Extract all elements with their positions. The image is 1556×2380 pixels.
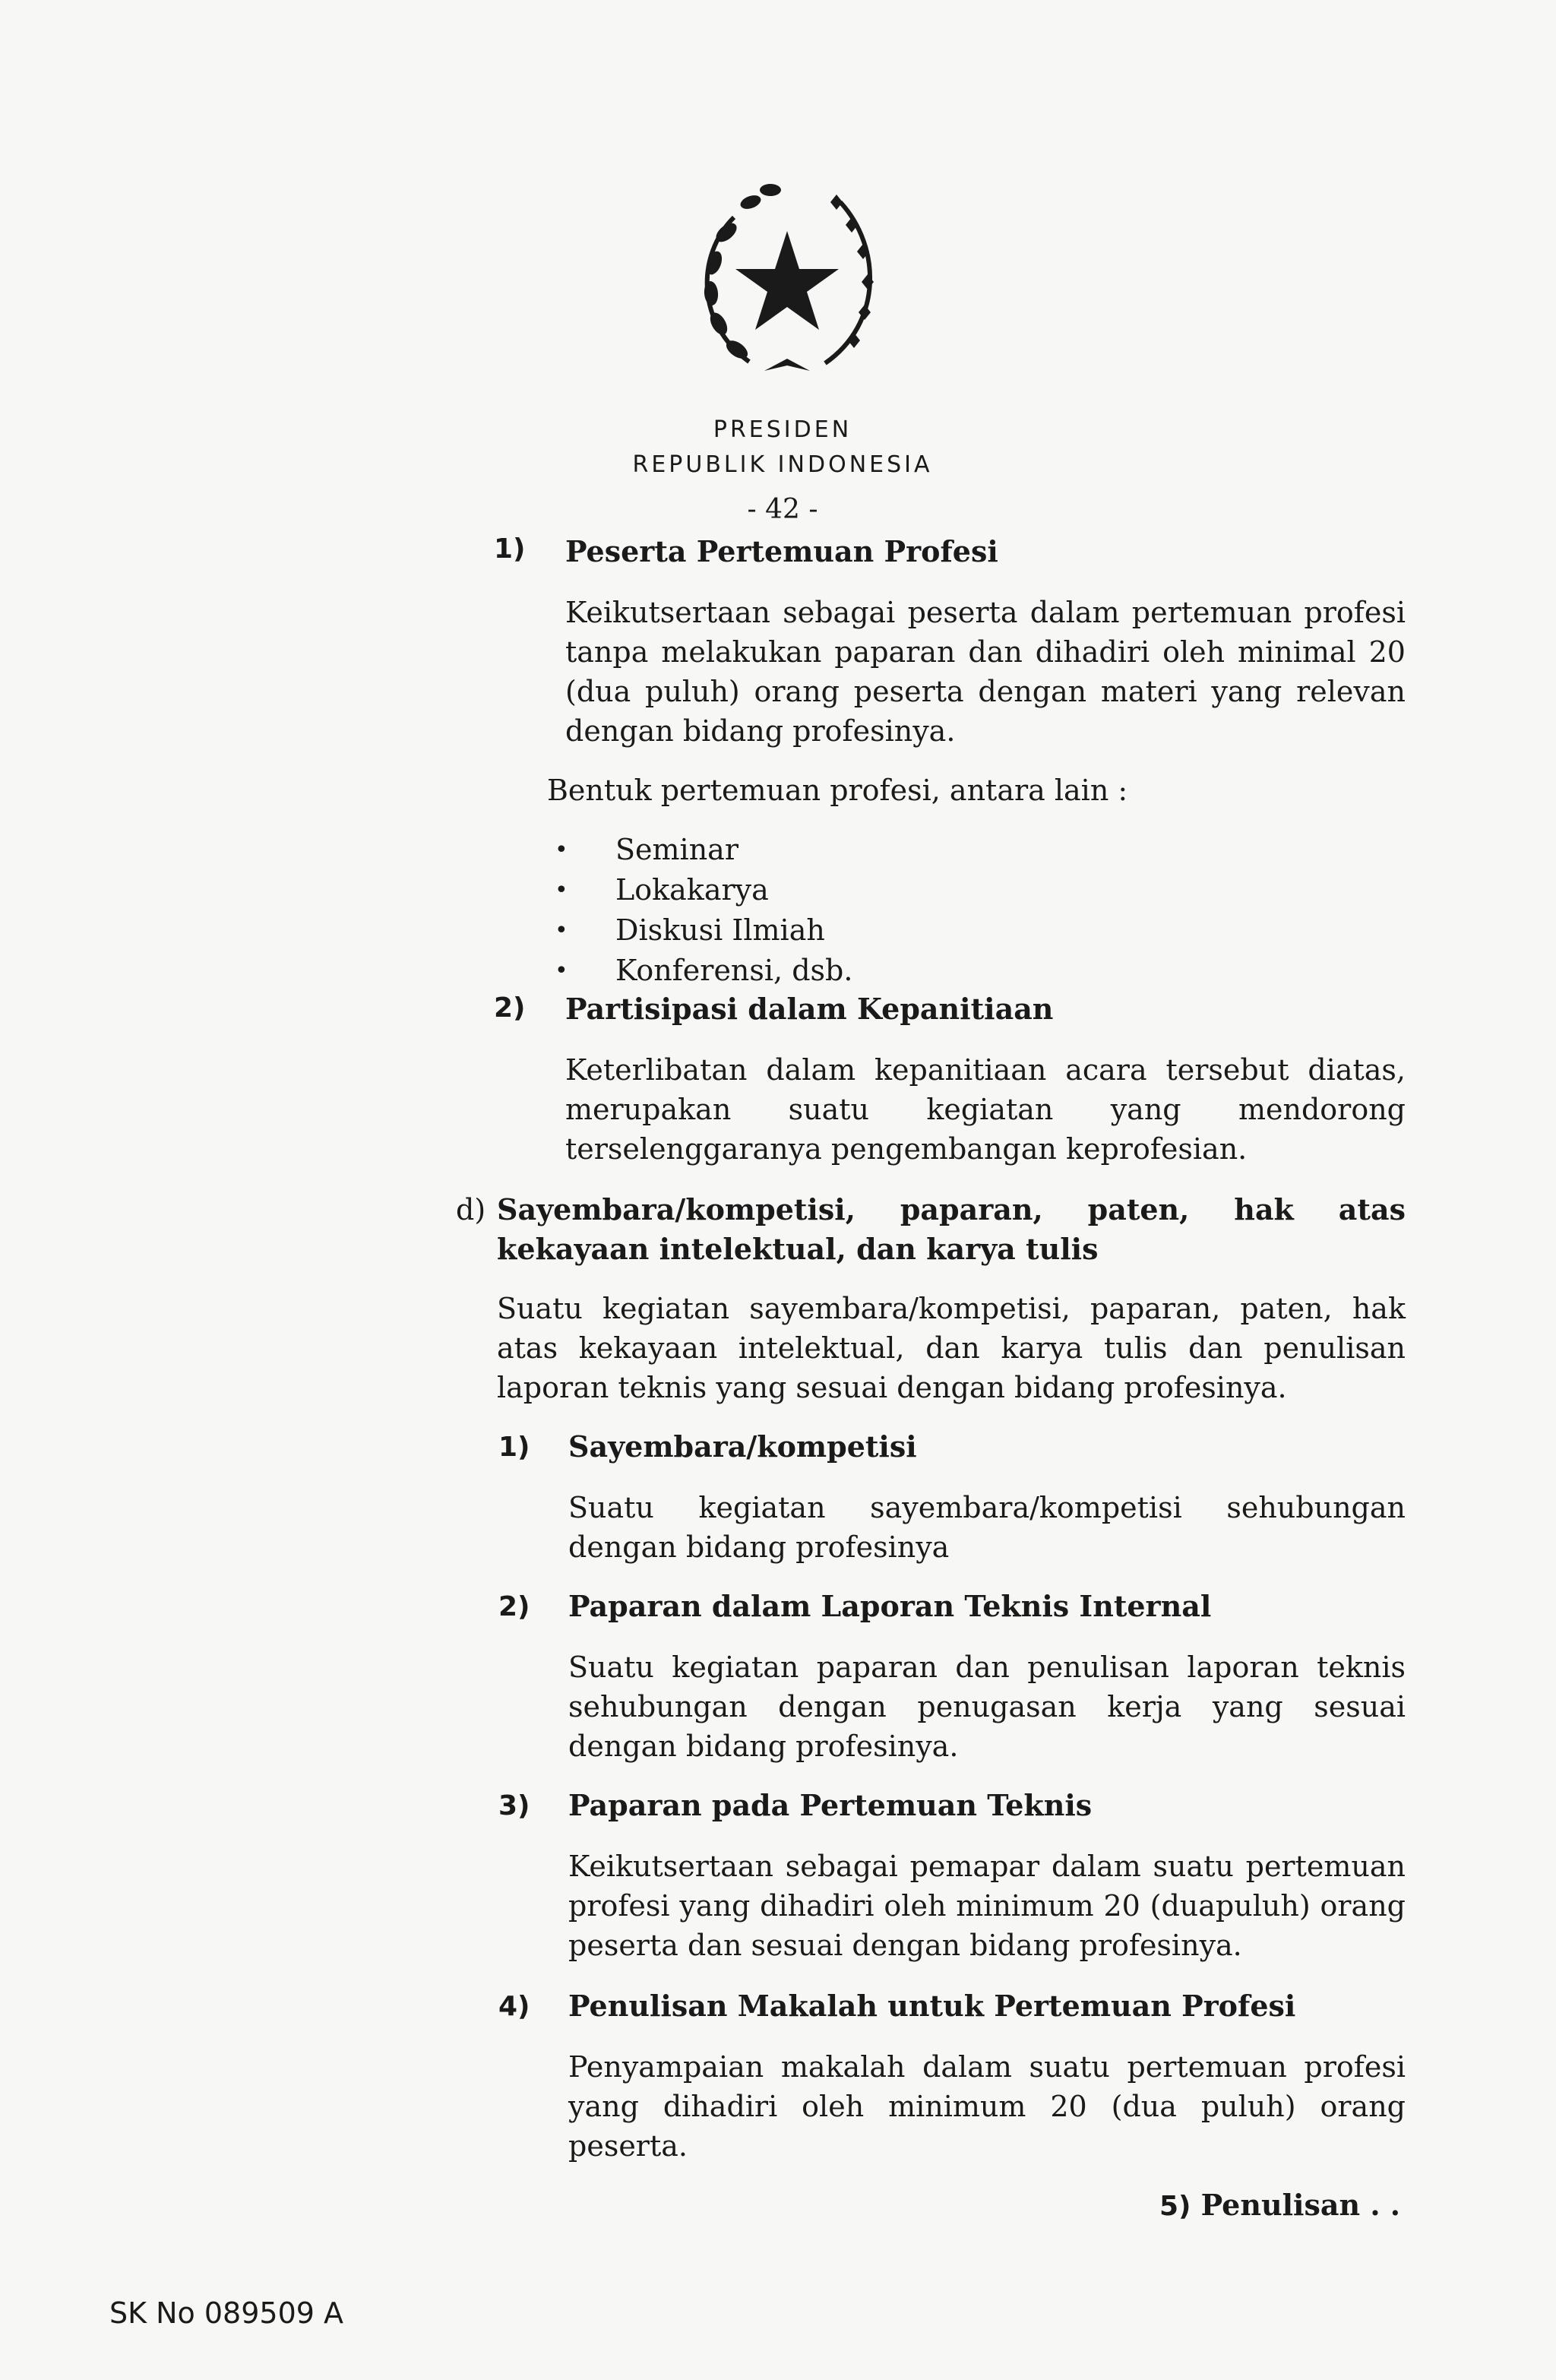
- sub-4-body: Penyampaian makalah dalam suatu pertemuan profesi yang dihadiri oleh minimum 20 (dua puluh) orang peserta.: [568, 2050, 1406, 2163]
- next-number: 5): [1159, 2191, 1191, 2222]
- section-d-body: Suatu kegiatan sayembara/kompetisi, paparan, paten, hak atas kekayaan intelektual, dan karya tulis dan penulisan laporan teknis yang sesuai dengan bidang profesinya.: [497, 1292, 1406, 1404]
- sub-2-body: Suatu kegiatan paparan dan penulisan laporan teknis sehubungan dengan penugasan kerja yang sesuai dengan bidang profesinya.: [568, 1650, 1406, 1763]
- item-2-number: 2): [494, 992, 526, 1024]
- sub-1-number: 1): [498, 1432, 530, 1463]
- item-2-body-line-2: merupakan suatu kegiatan yang mendorong: [565, 1093, 1406, 1126]
- sub-2-title: Paparan dalam Laporan Teknis Internal: [568, 1589, 1212, 1623]
- sub-2-number: 2): [498, 1591, 530, 1622]
- sub-1-title: Sayembara/kompetisi: [568, 1429, 917, 1464]
- sub-3-number: 3): [498, 1790, 530, 1821]
- header-line-presiden: PRESIDEN: [713, 416, 852, 443]
- sub-3-title: Paparan pada Pertemuan Teknis: [568, 1788, 1093, 1822]
- list-item: • Seminar: [550, 830, 852, 870]
- item-2-body-line-1: Keterlibatan dalam kepanitiaan acara tersebut diatas,: [565, 1053, 1406, 1087]
- item-1-title: Peserta Pertemuan Profesi: [565, 534, 998, 568]
- item-2-body-line-3: terselenggaranya pengembangan keprofesian.: [565, 1132, 1248, 1166]
- item-1-number: 1): [494, 533, 526, 565]
- section-d-label: d): [456, 1193, 486, 1226]
- item-1-forms-intro: Bentuk pertemuan profesi, antara lain :: [547, 774, 1128, 807]
- list-item: • Lokakarya: [550, 870, 852, 910]
- sub-1-body: Suatu kegiatan sayembara/kompetisi sehubungan dengan bidang profesinya: [568, 1491, 1406, 1564]
- sub-4-title: Penulisan Makalah untuk Pertemuan Profesi: [568, 1989, 1296, 2023]
- header-line-republik: REPUBLIK INDONESIA: [632, 451, 933, 478]
- next-word: Penulisan . .: [1200, 2188, 1401, 2222]
- section-d-title-line-2: kekayaan intelektual, dan karya tulis: [497, 1232, 1099, 1266]
- page-number: - 42 -: [747, 494, 818, 525]
- list-item: • Konferensi, dsb.: [550, 951, 852, 991]
- section-d-title-line-1: Sayembara/kompetisi, paparan, paten, hak atas: [497, 1192, 1406, 1226]
- document-code: SK No 089509 A: [109, 2296, 344, 2330]
- sub-3-body: Keikutsertaan sebagai pemapar dalam suatu pertemuan profesi yang dihadiri oleh minimum 20 (duapuluh) orang peserta dan sesuai dengan bidang profesinya.: [568, 1850, 1406, 1962]
- presidential-emblem: [681, 172, 893, 392]
- item-2-title: Partisipasi dalam Kepanitiaan: [565, 992, 1054, 1026]
- next-page-catchword: [1159, 2185, 1400, 2225]
- item-1-forms-list: [550, 830, 852, 991]
- star-wreath-icon: [681, 172, 893, 392]
- item-1-body: Keikutsertaan sebagai peserta dalam pertemuan profesi tanpa melakukan paparan dan dihadiri oleh minimal 20 (dua puluh) orang peserta dengan materi yang relevan dengan bidang profesinya.: [565, 596, 1406, 748]
- list-item: • Diskusi Ilmiah: [550, 910, 852, 951]
- sub-4-number: 4): [498, 1991, 530, 2022]
